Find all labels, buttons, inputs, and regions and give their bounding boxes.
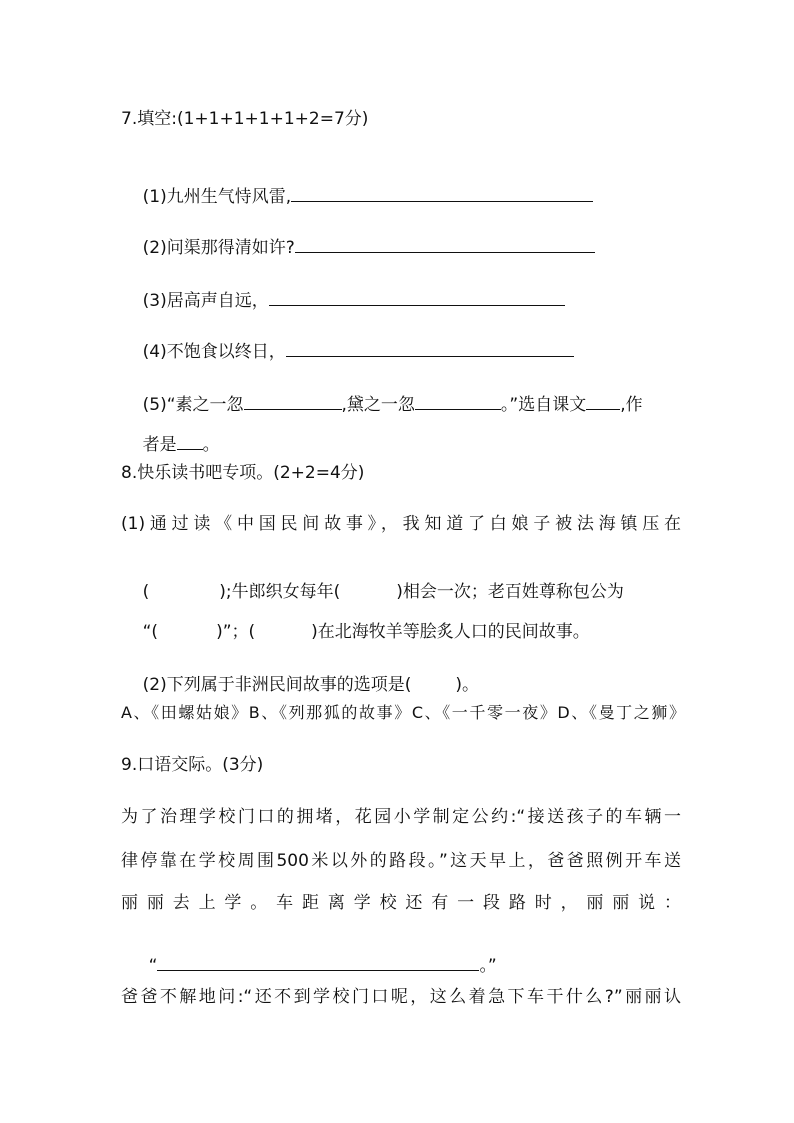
q8-p2-b: )。 — [455, 675, 479, 695]
q7-item-1-blank[interactable] — [291, 186, 593, 202]
q7-item-4-text: (4)不饱食以终日， — [142, 342, 286, 362]
q9-para-line4-a: “ — [148, 956, 158, 976]
q8-p1-line3-b: )”；( — [216, 622, 256, 642]
q9-answer-blank[interactable] — [157, 955, 479, 971]
q7-item-5-blank-3[interactable] — [586, 394, 620, 410]
q7-item-1-text: (1)九州生气恃风雷, — [142, 187, 292, 207]
q8-options: A、《田螺姑娘》B、《列那狐的故事》C、《一千零一夜》D、《曼丁之狮》 — [121, 703, 685, 722]
q8-p1-line2-c: )相会一次；老百姓尊称包公为 — [396, 582, 624, 602]
q9-para-line3: 丽丽去上学。车距离学校还有一段路时，丽丽说： — [121, 893, 681, 913]
q7-item-5-line2-text-b: 。 — [202, 435, 220, 455]
q8-p1-line3-c: )在北海牧羊等脍炙人口的民间故事。 — [311, 622, 590, 642]
q7-item-5-text-d: ,作 — [620, 395, 643, 415]
q8-heading: 8.快乐读书吧专项。(2+2=4分) — [121, 463, 365, 483]
q7-item-3-blank[interactable] — [269, 290, 565, 306]
q9-para-line4-b: 。” — [479, 956, 497, 976]
q8-p1-line3-a: “( — [142, 622, 159, 642]
q9-para-line5: 爸爸不解地问:“还不到学校门口呢，这么着急下车干什么?”丽丽认 — [121, 987, 681, 1007]
q8-p1-line2-b: );牛郎织女每年( — [219, 582, 341, 602]
q7-item-3-text: (3)居高声自远， — [142, 291, 269, 311]
q8-p1-line2-a: ( — [142, 582, 150, 602]
q9-para-line2: 律停靠在学校周围500米以外的路段。”这天早上，爸爸照例开车送 — [121, 851, 681, 871]
q7-item-5-blank-4[interactable] — [177, 434, 203, 450]
q7-item-5-text-a: (5)“素之一忽 — [142, 395, 244, 415]
q7-item-4-blank[interactable] — [286, 341, 574, 357]
q8-p2-a: (2)下列属于非洲民间故事的选项是( — [142, 675, 412, 695]
q7-item-5-blank-2[interactable] — [415, 394, 501, 410]
q7-item-5-text-c: 。”选自课文 — [500, 395, 587, 415]
q7-heading: 7.填空:(1+1+1+1+1+2=7分) — [121, 109, 369, 129]
q9-heading: 9.口语交际。(3分) — [121, 755, 264, 775]
q9-para-line1: 为了治理学校门口的拥堵，花园小学制定公约:“接送孩子的车辆一 — [121, 807, 681, 827]
q7-item-5-line2-text-a: 者是 — [142, 435, 177, 455]
q7-item-2-blank[interactable] — [295, 237, 595, 253]
q7-item-5-text-b: ,黛之一忽 — [341, 395, 415, 415]
q8-p1-line1: (1)通过读《中国民间故事》，我知道了白娘子被法海镇压在 — [121, 514, 681, 534]
q7-item-5-blank-1[interactable] — [244, 394, 342, 410]
q7-item-2-text: (2)问渠那得清如许? — [142, 238, 295, 258]
